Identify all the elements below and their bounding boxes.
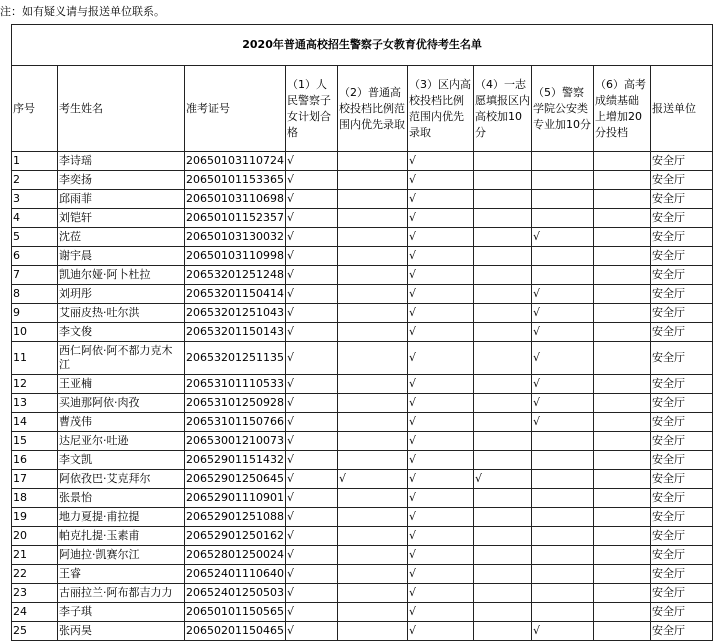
cell-name: 阿依孜巴·艾克拜尔 bbox=[58, 470, 185, 489]
cell-criterion-2 bbox=[338, 190, 408, 209]
cell-exam-id: 20652901251088 bbox=[185, 508, 286, 527]
table-row bbox=[12, 247, 713, 266]
cell-unit: 安全厅 bbox=[651, 394, 713, 413]
table-row bbox=[12, 413, 713, 432]
cell-criterion-4 bbox=[474, 209, 532, 228]
cell-criterion-5 bbox=[532, 489, 594, 508]
cell-criterion-3: √ bbox=[408, 304, 474, 323]
cell-criterion-1: √ bbox=[286, 342, 338, 375]
note-text: 注：如有疑义请与报送单位联系。 bbox=[0, 5, 165, 18]
cell-unit: 安全厅 bbox=[651, 342, 713, 375]
table-row bbox=[12, 209, 713, 228]
cell-criterion-6 bbox=[594, 209, 651, 228]
cell-no: 12 bbox=[12, 375, 58, 394]
cell-criterion-2 bbox=[338, 546, 408, 565]
cell-name: 买迪那阿依·肉孜 bbox=[58, 394, 185, 413]
cell-criterion-4 bbox=[474, 228, 532, 247]
cell-unit: 安全厅 bbox=[651, 584, 713, 603]
cell-criterion-3: √ bbox=[408, 432, 474, 451]
cell-criterion-3: √ bbox=[408, 546, 474, 565]
cell-criterion-3: √ bbox=[408, 266, 474, 285]
table-title-row bbox=[12, 25, 713, 66]
cell-criterion-4 bbox=[474, 565, 532, 584]
cell-criterion-5 bbox=[532, 247, 594, 266]
cell-criterion-1: √ bbox=[286, 413, 338, 432]
cell-criterion-2 bbox=[338, 247, 408, 266]
cell-criterion-4 bbox=[474, 171, 532, 190]
cell-unit: 安全厅 bbox=[651, 323, 713, 342]
cell-name: 沈莅 bbox=[58, 228, 185, 247]
cell-criterion-6 bbox=[594, 375, 651, 394]
cell-criterion-6 bbox=[594, 508, 651, 527]
cell-no: 1 bbox=[12, 152, 58, 171]
cell-name: 凯迪尔娅·阿卜杜拉 bbox=[58, 266, 185, 285]
cell-criterion-3: √ bbox=[408, 285, 474, 304]
cell-criterion-4 bbox=[474, 152, 532, 171]
cell-criterion-4 bbox=[474, 527, 532, 546]
cell-criterion-1: √ bbox=[286, 394, 338, 413]
cell-unit: 安全厅 bbox=[651, 432, 713, 451]
cell-criterion-5 bbox=[532, 508, 594, 527]
cell-criterion-4 bbox=[474, 285, 532, 304]
cell-unit: 安全厅 bbox=[651, 622, 713, 641]
cell-criterion-1: √ bbox=[286, 622, 338, 641]
cell-unit: 安全厅 bbox=[651, 451, 713, 470]
cell-criterion-6 bbox=[594, 489, 651, 508]
cell-criterion-3: √ bbox=[408, 342, 474, 375]
cell-criterion-2 bbox=[338, 394, 408, 413]
cell-criterion-6 bbox=[594, 304, 651, 323]
cell-criterion-5 bbox=[532, 603, 594, 622]
cell-criterion-3: √ bbox=[408, 375, 474, 394]
cell-criterion-4 bbox=[474, 508, 532, 527]
cell-no: 10 bbox=[12, 323, 58, 342]
cell-name: 曹茂伟 bbox=[58, 413, 185, 432]
cell-criterion-1: √ bbox=[286, 508, 338, 527]
cell-criterion-1: √ bbox=[286, 527, 338, 546]
cell-name: 李文凯 bbox=[58, 451, 185, 470]
cell-criterion-6 bbox=[594, 171, 651, 190]
cell-criterion-3: √ bbox=[408, 489, 474, 508]
cell-name: 西仁阿依·阿不都力克木江 bbox=[58, 342, 185, 375]
cell-criterion-3: √ bbox=[408, 323, 474, 342]
cell-exam-id: 20650103110724 bbox=[185, 152, 286, 171]
cell-criterion-4 bbox=[474, 342, 532, 375]
table-row bbox=[12, 394, 713, 413]
cell-criterion-3: √ bbox=[408, 152, 474, 171]
cell-exam-id: 20650101152357 bbox=[185, 209, 286, 228]
cell-exam-id: 20652801250024 bbox=[185, 546, 286, 565]
cell-criterion-4 bbox=[474, 323, 532, 342]
cell-criterion-2 bbox=[338, 266, 408, 285]
cell-criterion-4 bbox=[474, 190, 532, 209]
cell-no: 24 bbox=[12, 603, 58, 622]
cell-criterion-1: √ bbox=[286, 546, 338, 565]
cell-unit: 安全厅 bbox=[651, 565, 713, 584]
cell-criterion-1: √ bbox=[286, 584, 338, 603]
cell-criterion-4 bbox=[474, 375, 532, 394]
cell-criterion-3: √ bbox=[408, 584, 474, 603]
cell-exam-id: 20652901250162 bbox=[185, 527, 286, 546]
cell-name: 阿迪拉·凯赛尔江 bbox=[58, 546, 185, 565]
cell-criterion-1: √ bbox=[286, 171, 338, 190]
cell-criterion-3: √ bbox=[408, 565, 474, 584]
cell-exam-id: 20653201251248 bbox=[185, 266, 286, 285]
cell-no: 18 bbox=[12, 489, 58, 508]
cell-criterion-1: √ bbox=[286, 228, 338, 247]
cell-criterion-6 bbox=[594, 285, 651, 304]
table-row bbox=[12, 171, 713, 190]
cell-criterion-6 bbox=[594, 622, 651, 641]
cell-no: 23 bbox=[12, 584, 58, 603]
cell-criterion-6 bbox=[594, 266, 651, 285]
cell-criterion-1: √ bbox=[286, 152, 338, 171]
cell-unit: 安全厅 bbox=[651, 247, 713, 266]
cell-criterion-5 bbox=[532, 266, 594, 285]
cell-unit: 安全厅 bbox=[651, 546, 713, 565]
cell-no: 25 bbox=[12, 622, 58, 641]
table-row bbox=[12, 584, 713, 603]
table-row bbox=[12, 432, 713, 451]
cell-exam-id: 20650101150565 bbox=[185, 603, 286, 622]
cell-criterion-5: √ bbox=[532, 622, 594, 641]
cell-criterion-6 bbox=[594, 190, 651, 209]
cell-criterion-4 bbox=[474, 304, 532, 323]
cell-unit: 安全厅 bbox=[651, 375, 713, 394]
table-row bbox=[12, 508, 713, 527]
cell-criterion-1: √ bbox=[286, 451, 338, 470]
cell-criterion-1: √ bbox=[286, 489, 338, 508]
header-criterion-4: （4）一志愿填报区内高校加10分 bbox=[474, 66, 532, 152]
cell-criterion-6 bbox=[594, 413, 651, 432]
cell-criterion-2 bbox=[338, 584, 408, 603]
cell-criterion-1: √ bbox=[286, 603, 338, 622]
cell-criterion-4 bbox=[474, 489, 532, 508]
cell-name: 李奕扬 bbox=[58, 171, 185, 190]
cell-criterion-3: √ bbox=[408, 451, 474, 470]
cell-exam-id: 20652901151432 bbox=[185, 451, 286, 470]
cell-exam-id: 20653101150766 bbox=[185, 413, 286, 432]
cell-criterion-2 bbox=[338, 413, 408, 432]
cell-no: 17 bbox=[12, 470, 58, 489]
cell-unit: 安全厅 bbox=[651, 171, 713, 190]
cell-unit: 安全厅 bbox=[651, 266, 713, 285]
cell-name: 张丙昊 bbox=[58, 622, 185, 641]
cell-criterion-2 bbox=[338, 451, 408, 470]
cell-criterion-6 bbox=[594, 247, 651, 266]
cell-criterion-3: √ bbox=[408, 209, 474, 228]
cell-criterion-2 bbox=[338, 603, 408, 622]
cell-criterion-5 bbox=[532, 171, 594, 190]
cell-name: 达尼亚尔·吐逊 bbox=[58, 432, 185, 451]
cell-unit: 安全厅 bbox=[651, 413, 713, 432]
cell-criterion-6 bbox=[594, 584, 651, 603]
cell-criterion-2 bbox=[338, 228, 408, 247]
cell-criterion-2 bbox=[338, 622, 408, 641]
cell-criterion-3: √ bbox=[408, 508, 474, 527]
table-row bbox=[12, 489, 713, 508]
cell-no: 6 bbox=[12, 247, 58, 266]
cell-no: 19 bbox=[12, 508, 58, 527]
cell-criterion-3: √ bbox=[408, 171, 474, 190]
cell-criterion-2 bbox=[338, 489, 408, 508]
cell-criterion-6 bbox=[594, 527, 651, 546]
cell-exam-id: 20652401110640 bbox=[185, 565, 286, 584]
cell-criterion-1: √ bbox=[286, 432, 338, 451]
header-unit: 报送单位 bbox=[651, 66, 713, 152]
cell-criterion-5 bbox=[532, 432, 594, 451]
cell-criterion-5 bbox=[532, 565, 594, 584]
cell-criterion-6 bbox=[594, 470, 651, 489]
cell-name: 王睿 bbox=[58, 565, 185, 584]
cell-criterion-2 bbox=[338, 285, 408, 304]
cell-exam-id: 20650103130032 bbox=[185, 228, 286, 247]
candidate-table bbox=[11, 24, 713, 641]
cell-criterion-5: √ bbox=[532, 342, 594, 375]
cell-no: 16 bbox=[12, 451, 58, 470]
cell-criterion-5 bbox=[532, 190, 594, 209]
cell-criterion-4 bbox=[474, 546, 532, 565]
cell-criterion-4 bbox=[474, 266, 532, 285]
table-row bbox=[12, 470, 713, 489]
table-row bbox=[12, 323, 713, 342]
cell-exam-id: 20650101153365 bbox=[185, 171, 286, 190]
cell-criterion-6 bbox=[594, 451, 651, 470]
cell-no: 13 bbox=[12, 394, 58, 413]
cell-criterion-1: √ bbox=[286, 470, 338, 489]
table-header-row bbox=[12, 66, 713, 152]
cell-exam-id: 20650103110998 bbox=[185, 247, 286, 266]
table-row bbox=[12, 228, 713, 247]
cell-criterion-5: √ bbox=[532, 375, 594, 394]
cell-criterion-2 bbox=[338, 323, 408, 342]
cell-exam-id: 20652401250503 bbox=[185, 584, 286, 603]
cell-no: 3 bbox=[12, 190, 58, 209]
header-criterion-1: （1）人民警察子女计划合格 bbox=[286, 66, 338, 152]
cell-name: 张景怡 bbox=[58, 489, 185, 508]
table-row bbox=[12, 451, 713, 470]
table-row bbox=[12, 622, 713, 641]
cell-exam-id: 20650103110698 bbox=[185, 190, 286, 209]
cell-criterion-5: √ bbox=[532, 413, 594, 432]
cell-criterion-4: √ bbox=[474, 470, 532, 489]
cell-unit: 安全厅 bbox=[651, 209, 713, 228]
table-row bbox=[12, 285, 713, 304]
cell-no: 8 bbox=[12, 285, 58, 304]
cell-criterion-2 bbox=[338, 304, 408, 323]
cell-exam-id: 20653201251043 bbox=[185, 304, 286, 323]
cell-criterion-2 bbox=[338, 432, 408, 451]
cell-criterion-6 bbox=[594, 394, 651, 413]
table-row bbox=[12, 152, 713, 171]
cell-criterion-5 bbox=[532, 209, 594, 228]
cell-unit: 安全厅 bbox=[651, 152, 713, 171]
cell-name: 刘铠轩 bbox=[58, 209, 185, 228]
cell-criterion-4 bbox=[474, 603, 532, 622]
cell-name: 李诗瑶 bbox=[58, 152, 185, 171]
cell-exam-id: 20652901110901 bbox=[185, 489, 286, 508]
cell-no: 4 bbox=[12, 209, 58, 228]
cell-criterion-2 bbox=[338, 375, 408, 394]
cell-unit: 安全厅 bbox=[651, 527, 713, 546]
cell-criterion-6 bbox=[594, 546, 651, 565]
cell-criterion-1: √ bbox=[286, 266, 338, 285]
cell-criterion-3: √ bbox=[408, 470, 474, 489]
cell-criterion-6 bbox=[594, 603, 651, 622]
cell-no: 21 bbox=[12, 546, 58, 565]
cell-criterion-2 bbox=[338, 565, 408, 584]
cell-criterion-5: √ bbox=[532, 285, 594, 304]
cell-no: 5 bbox=[12, 228, 58, 247]
cell-exam-id: 20653101250928 bbox=[185, 394, 286, 413]
header-criterion-3: （3）区内高校投档比例范围内优先录取 bbox=[408, 66, 474, 152]
cell-name: 帕克扎提·玉素甫 bbox=[58, 527, 185, 546]
cell-no: 14 bbox=[12, 413, 58, 432]
table-title: 2020年普通高校招生警察子女教育优待考生名单 bbox=[12, 25, 713, 66]
cell-no: 11 bbox=[12, 342, 58, 375]
cell-criterion-5 bbox=[532, 152, 594, 171]
cell-name: 刘玥彤 bbox=[58, 285, 185, 304]
cell-exam-id: 20653001210073 bbox=[185, 432, 286, 451]
cell-criterion-1: √ bbox=[286, 375, 338, 394]
header-criterion-2: （2）普通高校投档比例范围内优先录取 bbox=[338, 66, 408, 152]
cell-criterion-2 bbox=[338, 508, 408, 527]
cell-criterion-2 bbox=[338, 342, 408, 375]
table-row bbox=[12, 546, 713, 565]
table-row bbox=[12, 527, 713, 546]
cell-criterion-1: √ bbox=[286, 323, 338, 342]
cell-criterion-5: √ bbox=[532, 304, 594, 323]
cell-criterion-1: √ bbox=[286, 285, 338, 304]
cell-exam-id: 20653201150143 bbox=[185, 323, 286, 342]
cell-criterion-5: √ bbox=[532, 323, 594, 342]
cell-no: 15 bbox=[12, 432, 58, 451]
cell-name: 王亚楠 bbox=[58, 375, 185, 394]
cell-criterion-5 bbox=[532, 470, 594, 489]
cell-criterion-6 bbox=[594, 228, 651, 247]
cell-no: 20 bbox=[12, 527, 58, 546]
table-row bbox=[12, 304, 713, 323]
cell-criterion-5: √ bbox=[532, 394, 594, 413]
cell-criterion-5 bbox=[532, 584, 594, 603]
cell-name: 古丽拉兰·阿布都吉力力 bbox=[58, 584, 185, 603]
table-row bbox=[12, 375, 713, 394]
header-exam-id: 准考证号 bbox=[185, 66, 286, 152]
cell-name: 邱雨菲 bbox=[58, 190, 185, 209]
table-row bbox=[12, 603, 713, 622]
cell-unit: 安全厅 bbox=[651, 304, 713, 323]
cell-unit: 安全厅 bbox=[651, 228, 713, 247]
cell-name: 艾丽皮热·吐尔洪 bbox=[58, 304, 185, 323]
cell-criterion-2 bbox=[338, 171, 408, 190]
cell-no: 9 bbox=[12, 304, 58, 323]
cell-criterion-4 bbox=[474, 584, 532, 603]
cell-unit: 安全厅 bbox=[651, 190, 713, 209]
cell-criterion-3: √ bbox=[408, 247, 474, 266]
cell-name: 谢宇晨 bbox=[58, 247, 185, 266]
cell-exam-id: 20652901250645 bbox=[185, 470, 286, 489]
cell-criterion-6 bbox=[594, 342, 651, 375]
cell-name: 李文俊 bbox=[58, 323, 185, 342]
cell-no: 22 bbox=[12, 565, 58, 584]
table-row bbox=[12, 190, 713, 209]
table-row bbox=[12, 342, 713, 375]
cell-exam-id: 20653201150414 bbox=[185, 285, 286, 304]
header-criterion-5: （5）警察学院公安类专业加10分 bbox=[532, 66, 594, 152]
cell-criterion-4 bbox=[474, 413, 532, 432]
cell-criterion-1: √ bbox=[286, 247, 338, 266]
cell-criterion-6 bbox=[594, 152, 651, 171]
cell-criterion-2 bbox=[338, 527, 408, 546]
cell-criterion-3: √ bbox=[408, 527, 474, 546]
cell-criterion-5 bbox=[532, 546, 594, 565]
cell-exam-id: 20653101110533 bbox=[185, 375, 286, 394]
cell-unit: 安全厅 bbox=[651, 489, 713, 508]
cell-criterion-2 bbox=[338, 209, 408, 228]
cell-criterion-4 bbox=[474, 451, 532, 470]
cell-criterion-4 bbox=[474, 622, 532, 641]
cell-name: 李子琪 bbox=[58, 603, 185, 622]
cell-unit: 安全厅 bbox=[651, 603, 713, 622]
cell-name: 地力夏提·甫拉提 bbox=[58, 508, 185, 527]
cell-criterion-4 bbox=[474, 394, 532, 413]
cell-criterion-6 bbox=[594, 565, 651, 584]
table-body bbox=[12, 25, 713, 641]
cell-criterion-5 bbox=[532, 527, 594, 546]
header-no: 序号 bbox=[12, 66, 58, 152]
cell-criterion-1: √ bbox=[286, 304, 338, 323]
cell-criterion-1: √ bbox=[286, 190, 338, 209]
cell-unit: 安全厅 bbox=[651, 508, 713, 527]
cell-criterion-2: √ bbox=[338, 470, 408, 489]
cell-criterion-4 bbox=[474, 247, 532, 266]
cell-criterion-5: √ bbox=[532, 228, 594, 247]
cell-criterion-3: √ bbox=[408, 228, 474, 247]
cell-exam-id: 20650201150465 bbox=[185, 622, 286, 641]
cell-no: 7 bbox=[12, 266, 58, 285]
table-row bbox=[12, 266, 713, 285]
cell-criterion-3: √ bbox=[408, 413, 474, 432]
cell-exam-id: 20653201251135 bbox=[185, 342, 286, 375]
table-row bbox=[12, 565, 713, 584]
cell-criterion-1: √ bbox=[286, 565, 338, 584]
cell-criterion-3: √ bbox=[408, 603, 474, 622]
cell-criterion-6 bbox=[594, 432, 651, 451]
cell-unit: 安全厅 bbox=[651, 470, 713, 489]
cell-criterion-3: √ bbox=[408, 622, 474, 641]
cell-criterion-2 bbox=[338, 152, 408, 171]
header-name: 考生姓名 bbox=[58, 66, 185, 152]
cell-criterion-1: √ bbox=[286, 209, 338, 228]
cell-criterion-5 bbox=[532, 451, 594, 470]
cell-no: 2 bbox=[12, 171, 58, 190]
header-criterion-6: （6）高考成绩基础上增加20分投档 bbox=[594, 66, 651, 152]
cell-unit: 安全厅 bbox=[651, 285, 713, 304]
cell-criterion-6 bbox=[594, 323, 651, 342]
cell-criterion-3: √ bbox=[408, 190, 474, 209]
cell-criterion-3: √ bbox=[408, 394, 474, 413]
cell-criterion-4 bbox=[474, 432, 532, 451]
